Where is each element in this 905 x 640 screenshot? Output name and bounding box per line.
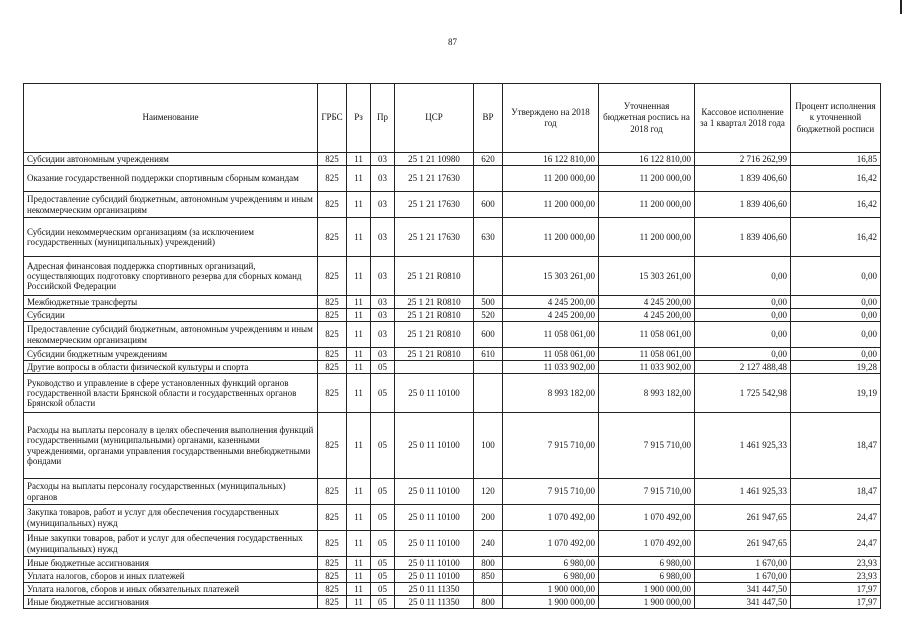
cell-cash: 0,00 (695, 322, 791, 348)
cell-cash: 1 461 925,33 (695, 479, 791, 505)
cell-cash: 1 839 406,60 (695, 218, 791, 257)
cell-cash: 2 127 488,48 (695, 361, 791, 374)
cell-pr: 05 (371, 505, 395, 531)
cell-revised: 11 058 061,00 (599, 348, 695, 361)
table-row (24, 348, 881, 361)
cell-cash: 341 447,50 (695, 583, 791, 596)
header-csr: ЦСР (395, 84, 474, 153)
table-row (24, 296, 881, 309)
cell-name: Предоставление субсидий бюджетным, автономным учреждениям и иным некоммерческим организациям (24, 192, 318, 218)
cell-approved: 11 058 061,00 (503, 348, 599, 361)
cell-pr: 03 (371, 348, 395, 361)
header-approved: Утверждено на 2018 год (503, 84, 599, 153)
cell-percent: 17,97 (791, 596, 881, 609)
cell-grbs: 825 (318, 296, 347, 309)
cell-vr: 200 (474, 505, 503, 531)
cell-pr: 05 (371, 531, 395, 557)
cell-vr: 610 (474, 348, 503, 361)
cell-approved: 7 915 710,00 (503, 413, 599, 479)
cell-rz: 11 (347, 257, 371, 296)
cell-grbs: 825 (318, 596, 347, 609)
cell-vr (474, 583, 503, 596)
cell-grbs: 825 (318, 192, 347, 218)
cell-rz: 11 (347, 570, 371, 583)
cell-rz: 11 (347, 322, 371, 348)
header-rz: Рз (347, 84, 371, 153)
cell-cash: 341 447,50 (695, 596, 791, 609)
cell-approved: 16 122 810,00 (503, 153, 599, 166)
cell-vr: 100 (474, 413, 503, 479)
cell-rz: 11 (347, 296, 371, 309)
cell-approved: 11 058 061,00 (503, 322, 599, 348)
cell-vr: 520 (474, 309, 503, 322)
cell-cash: 0,00 (695, 296, 791, 309)
cell-percent: 16,42 (791, 166, 881, 192)
table-row (24, 583, 881, 596)
cell-revised: 1 070 492,00 (599, 531, 695, 557)
cell-pr: 05 (371, 413, 395, 479)
cell-grbs: 825 (318, 479, 347, 505)
cell-grbs: 825 (318, 361, 347, 374)
cell-vr: 600 (474, 192, 503, 218)
cell-approved: 6 980,00 (503, 557, 599, 570)
cell-pr: 05 (371, 583, 395, 596)
cell-pr: 05 (371, 374, 395, 413)
cell-name: Расходы на выплаты персоналу государственных (муниципальных) органов (24, 479, 318, 505)
cell-pr: 05 (371, 596, 395, 609)
cell-csr (395, 361, 474, 374)
cell-name: Субсидии (24, 309, 318, 322)
cell-approved: 4 245 200,00 (503, 296, 599, 309)
cell-revised: 4 245 200,00 (599, 296, 695, 309)
cell-rz: 11 (347, 596, 371, 609)
cell-percent: 0,00 (791, 296, 881, 309)
cell-grbs: 825 (318, 557, 347, 570)
table-row (24, 322, 881, 348)
cell-revised: 1 900 000,00 (599, 583, 695, 596)
cell-revised: 1 900 000,00 (599, 596, 695, 609)
cell-vr: 120 (474, 479, 503, 505)
cell-vr: 850 (474, 570, 503, 583)
cell-csr: 25 1 21 R0810 (395, 322, 474, 348)
cell-vr: 630 (474, 218, 503, 257)
budget-table (23, 83, 881, 609)
cell-percent: 18,47 (791, 479, 881, 505)
cell-pr: 05 (371, 557, 395, 570)
page-edge-mark (900, 0, 902, 14)
cell-approved: 6 980,00 (503, 570, 599, 583)
cell-pr: 03 (371, 309, 395, 322)
cell-revised: 11 058 061,00 (599, 322, 695, 348)
cell-cash: 0,00 (695, 348, 791, 361)
cell-pr: 03 (371, 257, 395, 296)
cell-revised: 11 200 000,00 (599, 192, 695, 218)
cell-rz: 11 (347, 348, 371, 361)
cell-cash: 261 947,65 (695, 531, 791, 557)
cell-rz: 11 (347, 309, 371, 322)
cell-csr: 25 1 21 R0810 (395, 257, 474, 296)
cell-name: Руководство и управление в сфере установленных функций органов государственной власти Брянской области и государственных органов Брянской области (24, 374, 318, 413)
table-row (24, 153, 881, 166)
cell-revised: 7 915 710,00 (599, 479, 695, 505)
cell-revised: 11 200 000,00 (599, 218, 695, 257)
cell-cash: 0,00 (695, 257, 791, 296)
cell-revised: 11 200 000,00 (599, 166, 695, 192)
cell-percent: 16,85 (791, 153, 881, 166)
table-row (24, 192, 881, 218)
cell-grbs: 825 (318, 583, 347, 596)
cell-vr: 620 (474, 153, 503, 166)
cell-csr: 25 1 21 17630 (395, 166, 474, 192)
cell-csr: 25 0 11 11350 (395, 596, 474, 609)
table-row (24, 531, 881, 557)
header-revised: Уточненная бюджетная роспись на 2018 год (599, 84, 695, 153)
cell-grbs: 825 (318, 153, 347, 166)
table-row (24, 479, 881, 505)
table-row (24, 413, 881, 479)
table-row (24, 557, 881, 570)
cell-approved: 11 033 902,00 (503, 361, 599, 374)
cell-approved: 11 200 000,00 (503, 192, 599, 218)
cell-name: Другие вопросы в области физической культуры и спорта (24, 361, 318, 374)
cell-csr: 25 1 21 10980 (395, 153, 474, 166)
cell-rz: 11 (347, 166, 371, 192)
cell-grbs: 825 (318, 570, 347, 583)
cell-percent: 0,00 (791, 309, 881, 322)
table-row (24, 257, 881, 296)
cell-pr: 03 (371, 296, 395, 309)
cell-rz: 11 (347, 192, 371, 218)
cell-cash: 1 839 406,60 (695, 166, 791, 192)
cell-csr: 25 0 11 10100 (395, 531, 474, 557)
cell-grbs: 825 (318, 374, 347, 413)
cell-vr (474, 257, 503, 296)
cell-vr: 240 (474, 531, 503, 557)
cell-pr: 03 (371, 153, 395, 166)
header-name: Наименование (24, 84, 318, 153)
cell-pr: 05 (371, 570, 395, 583)
cell-csr: 25 1 21 R0810 (395, 348, 474, 361)
cell-pr: 03 (371, 166, 395, 192)
cell-revised: 11 033 902,00 (599, 361, 695, 374)
table-row (24, 505, 881, 531)
cell-rz: 11 (347, 557, 371, 570)
cell-name: Иные бюджетные ассигнования (24, 557, 318, 570)
cell-rz: 11 (347, 218, 371, 257)
cell-grbs: 825 (318, 309, 347, 322)
cell-percent: 0,00 (791, 257, 881, 296)
cell-csr: 25 0 11 10100 (395, 570, 474, 583)
cell-revised: 8 993 182,00 (599, 374, 695, 413)
cell-name: Расходы на выплаты персоналу в целях обеспечения выполнения функций государственными (муниципальными) органами, казенными учреждениями, органами управления государственными внебюджетными фондами (24, 413, 318, 479)
cell-vr (474, 374, 503, 413)
table-row (24, 596, 881, 609)
cell-grbs: 825 (318, 218, 347, 257)
page-number: 87 (448, 37, 457, 47)
cell-approved: 1 900 000,00 (503, 596, 599, 609)
cell-csr: 25 1 21 17630 (395, 192, 474, 218)
cell-percent: 24,47 (791, 505, 881, 531)
header-grbs: ГРБС (318, 84, 347, 153)
cell-csr: 25 0 11 10100 (395, 557, 474, 570)
cell-grbs: 825 (318, 348, 347, 361)
table-row (24, 309, 881, 322)
table-row (24, 166, 881, 192)
cell-cash: 1 670,00 (695, 570, 791, 583)
cell-csr: 25 1 21 R0810 (395, 296, 474, 309)
cell-name: Адресная финансовая поддержка спортивных организаций, осуществляющих подготовку спортивного резерва для сборных команд Российской Федерации (24, 257, 318, 296)
cell-percent: 19,28 (791, 361, 881, 374)
cell-approved: 4 245 200,00 (503, 309, 599, 322)
cell-approved: 11 200 000,00 (503, 166, 599, 192)
cell-vr: 800 (474, 596, 503, 609)
cell-csr: 25 1 21 R0810 (395, 309, 474, 322)
cell-vr: 800 (474, 557, 503, 570)
cell-approved: 7 915 710,00 (503, 479, 599, 505)
cell-name: Субсидии некоммерческим организациям (за исключением государственных (муниципальных) учреждений) (24, 218, 318, 257)
cell-percent: 19,19 (791, 374, 881, 413)
cell-approved: 1 900 000,00 (503, 583, 599, 596)
cell-name: Субсидии автономным учреждениям (24, 153, 318, 166)
cell-cash: 0,00 (695, 309, 791, 322)
cell-name: Уплата налогов, сборов и иных обязательных платежей (24, 583, 318, 596)
cell-rz: 11 (347, 361, 371, 374)
cell-rz: 11 (347, 505, 371, 531)
cell-name: Закупка товаров, работ и услуг для обеспечения государственных (муниципальных) нужд (24, 505, 318, 531)
cell-csr: 25 1 21 17630 (395, 218, 474, 257)
header-row (24, 84, 881, 153)
cell-percent: 16,42 (791, 218, 881, 257)
cell-pr: 05 (371, 361, 395, 374)
cell-pr: 03 (371, 322, 395, 348)
cell-rz: 11 (347, 531, 371, 557)
header-vr: ВР (474, 84, 503, 153)
cell-name: Оказание государственной поддержки спортивным сборным командам (24, 166, 318, 192)
cell-name: Межбюджетные трансферты (24, 296, 318, 309)
cell-cash: 261 947,65 (695, 505, 791, 531)
cell-name: Уплата налогов, сборов и иных платежей (24, 570, 318, 583)
cell-csr: 25 0 11 10100 (395, 505, 474, 531)
cell-percent: 17,97 (791, 583, 881, 596)
cell-grbs: 825 (318, 322, 347, 348)
cell-cash: 2 716 262,99 (695, 153, 791, 166)
table-row (24, 570, 881, 583)
cell-approved: 8 993 182,00 (503, 374, 599, 413)
cell-rz: 11 (347, 374, 371, 413)
cell-name: Субсидии бюджетным учреждениям (24, 348, 318, 361)
cell-approved: 15 303 261,00 (503, 257, 599, 296)
table-row (24, 374, 881, 413)
cell-cash: 1 839 406,60 (695, 192, 791, 218)
header-pr: Пр (371, 84, 395, 153)
cell-revised: 1 070 492,00 (599, 505, 695, 531)
cell-pr: 05 (371, 479, 395, 505)
header-cash: Кассовое исполнение за 1 квартал 2018 года (695, 84, 791, 153)
table-header (24, 84, 881, 153)
cell-approved: 11 200 000,00 (503, 218, 599, 257)
cell-revised: 6 980,00 (599, 557, 695, 570)
cell-percent: 0,00 (791, 322, 881, 348)
cell-vr: 500 (474, 296, 503, 309)
cell-vr: 600 (474, 322, 503, 348)
cell-name: Иные закупки товаров, работ и услуг для обеспечения государственных (муниципальных) нужд (24, 531, 318, 557)
cell-revised: 15 303 261,00 (599, 257, 695, 296)
cell-revised: 4 245 200,00 (599, 309, 695, 322)
cell-percent: 16,42 (791, 192, 881, 218)
cell-rz: 11 (347, 153, 371, 166)
cell-rz: 11 (347, 479, 371, 505)
cell-percent: 24,47 (791, 531, 881, 557)
cell-name: Предоставление субсидий бюджетным, автономным учреждениям и иным некоммерческим организациям (24, 322, 318, 348)
cell-csr: 25 0 11 11350 (395, 583, 474, 596)
cell-pr: 03 (371, 218, 395, 257)
cell-csr: 25 0 11 10100 (395, 479, 474, 505)
cell-grbs: 825 (318, 531, 347, 557)
cell-pr: 03 (371, 192, 395, 218)
cell-cash: 1 461 925,33 (695, 413, 791, 479)
cell-approved: 1 070 492,00 (503, 505, 599, 531)
table-row (24, 218, 881, 257)
header-percent: Процент исполнения к уточненной бюджетной росписи (791, 84, 881, 153)
cell-grbs: 825 (318, 166, 347, 192)
cell-percent: 18,47 (791, 413, 881, 479)
cell-grbs: 825 (318, 257, 347, 296)
cell-cash: 1 725 542,98 (695, 374, 791, 413)
cell-csr: 25 0 11 10100 (395, 374, 474, 413)
cell-cash: 1 670,00 (695, 557, 791, 570)
cell-name: Иные бюджетные ассигнования (24, 596, 318, 609)
cell-approved: 1 070 492,00 (503, 531, 599, 557)
cell-csr: 25 0 11 10100 (395, 413, 474, 479)
table-body (24, 153, 881, 609)
cell-revised: 6 980,00 (599, 570, 695, 583)
cell-percent: 0,00 (791, 348, 881, 361)
cell-vr (474, 166, 503, 192)
cell-revised: 16 122 810,00 (599, 153, 695, 166)
cell-revised: 7 915 710,00 (599, 413, 695, 479)
cell-percent: 23,93 (791, 557, 881, 570)
cell-rz: 11 (347, 583, 371, 596)
cell-vr (474, 361, 503, 374)
table-row (24, 361, 881, 374)
cell-rz: 11 (347, 413, 371, 479)
cell-grbs: 825 (318, 413, 347, 479)
cell-percent: 23,93 (791, 570, 881, 583)
cell-grbs: 825 (318, 505, 347, 531)
